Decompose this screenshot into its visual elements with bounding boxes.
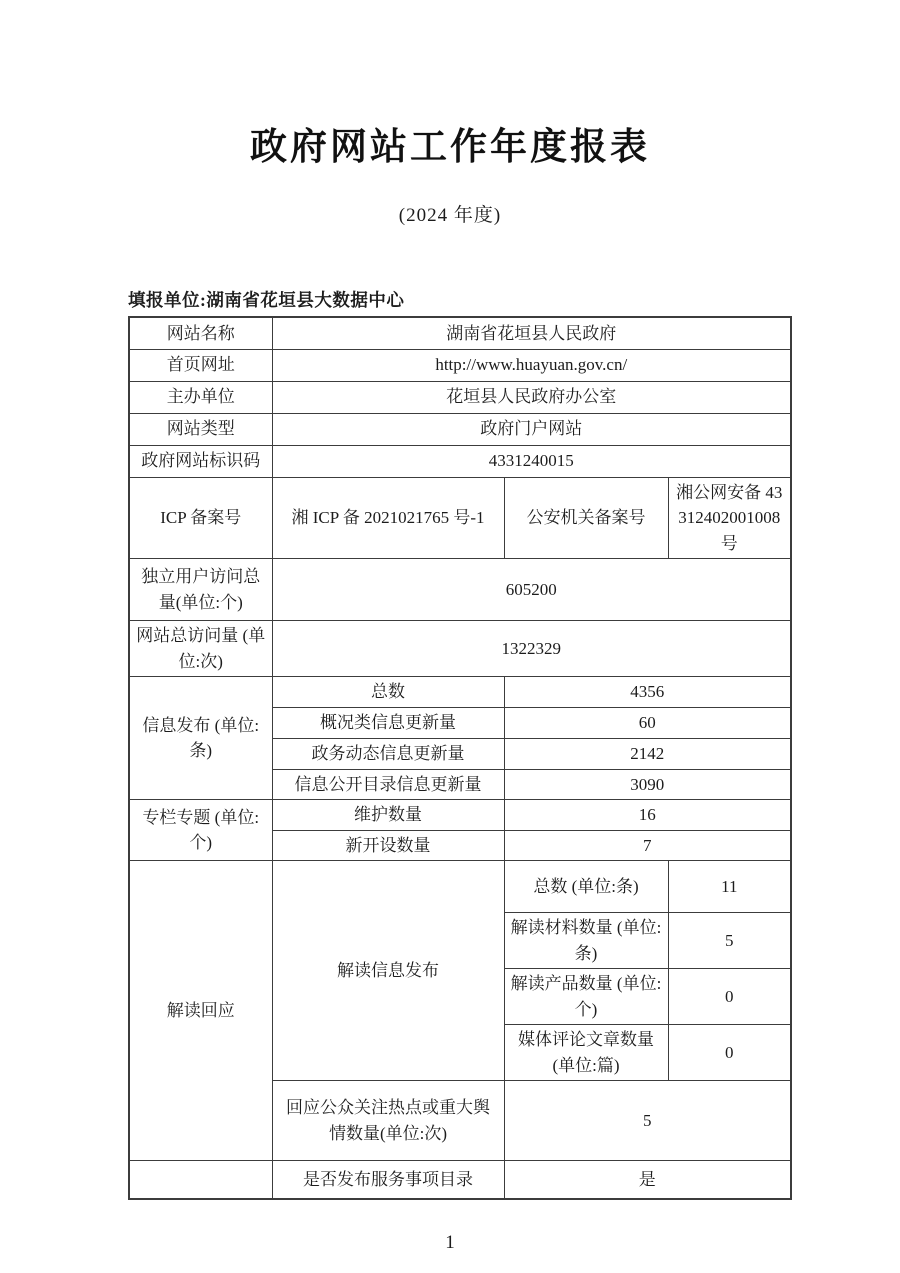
row-value: 政府门户网站: [272, 413, 791, 445]
row-label: 总数: [272, 677, 504, 708]
row-label: 网站总访问量 (单位:次): [129, 621, 272, 677]
row-label: 回应公众关注热点或重大舆情数量(单位:次): [272, 1081, 504, 1161]
page-number: 1: [445, 1231, 455, 1253]
row-value: 605200: [272, 559, 791, 621]
icp-value: 湘 ICP 备 2021021765 号-1: [272, 477, 504, 559]
table-row-info-total: [129, 677, 791, 708]
report-page: [0, 116, 900, 1273]
row-value: 0: [668, 1025, 791, 1081]
page-subtitle: (2024 年度): [398, 205, 502, 226]
info-publish-section-label: 信息发布 (单位:条): [129, 677, 272, 800]
row-label: 新开设数量: [272, 830, 504, 861]
row-value: 4356: [504, 677, 791, 708]
annual-report-table: [128, 316, 792, 1200]
special-topics-section-label: 专栏专题 (单位:个): [129, 800, 272, 861]
row-value: 11: [668, 861, 791, 913]
row-label: 首页网址: [129, 349, 272, 381]
interpretation-section-label: 解读回应: [129, 861, 272, 1161]
row-value: 2142: [504, 738, 791, 769]
row-label: 网站名称: [129, 317, 272, 349]
empty-cell: [129, 1161, 272, 1199]
table-row-site-type: [129, 413, 791, 445]
table-row-service-directory: [129, 1161, 791, 1199]
police-filing-label: 公安机关备案号: [504, 477, 668, 559]
row-value: http://www.huayuan.gov.cn/: [272, 349, 791, 381]
row-label: 解读产品数量 (单位:个): [504, 969, 668, 1025]
row-label: 总数 (单位:条): [504, 861, 668, 913]
row-value: 60: [504, 707, 791, 738]
table-row-icp-filing: [129, 477, 791, 559]
table-row-organizer: [129, 381, 791, 413]
row-value: 3090: [504, 769, 791, 800]
reporting-unit-label: 填报单位:湖南省花垣县大数据中心: [128, 290, 405, 310]
row-label: 独立用户访问总量(单位:个): [129, 559, 272, 621]
row-label: 网站类型: [129, 413, 272, 445]
row-value: 0: [668, 969, 791, 1025]
row-label: 政府网站标识码: [129, 445, 272, 477]
row-value: 1322329: [272, 621, 791, 677]
row-label: 政务动态信息更新量: [272, 738, 504, 769]
row-label: 维护数量: [272, 800, 504, 831]
row-value: 5: [668, 913, 791, 969]
row-value: 16: [504, 800, 791, 831]
row-label: 媒体评论文章数量 (单位:篇): [504, 1025, 668, 1081]
table-row-interpret-total: [129, 861, 791, 913]
row-label: 概况类信息更新量: [272, 707, 504, 738]
interpret-publish-label: 解读信息发布: [272, 861, 504, 1081]
table-row-site-name: [129, 317, 791, 349]
icp-label: ICP 备案号: [129, 477, 272, 559]
row-value: 花垣县人民政府办公室: [272, 381, 791, 413]
table-row-total-visits: [129, 621, 791, 677]
row-value: 4331240015: [272, 445, 791, 477]
row-value: 5: [504, 1081, 791, 1161]
row-value: 是: [504, 1161, 791, 1199]
row-label: 信息公开目录信息更新量: [272, 769, 504, 800]
police-filing-value: 湘公网安备 43312402001008 号: [668, 477, 791, 559]
row-label: 主办单位: [129, 381, 272, 413]
table-row-unique-visitors: [129, 559, 791, 621]
row-value: 湖南省花垣县人民政府: [272, 317, 791, 349]
row-value: 7: [504, 830, 791, 861]
table-row-homepage-url: [129, 349, 791, 381]
row-label: 解读材料数量 (单位:条): [504, 913, 668, 969]
page-title: 政府网站工作年度报表: [250, 126, 650, 167]
table-row-site-id-code: [129, 445, 791, 477]
table-row-topics-maintained: [129, 800, 791, 831]
row-label: 是否发布服务事项目录: [272, 1161, 504, 1199]
